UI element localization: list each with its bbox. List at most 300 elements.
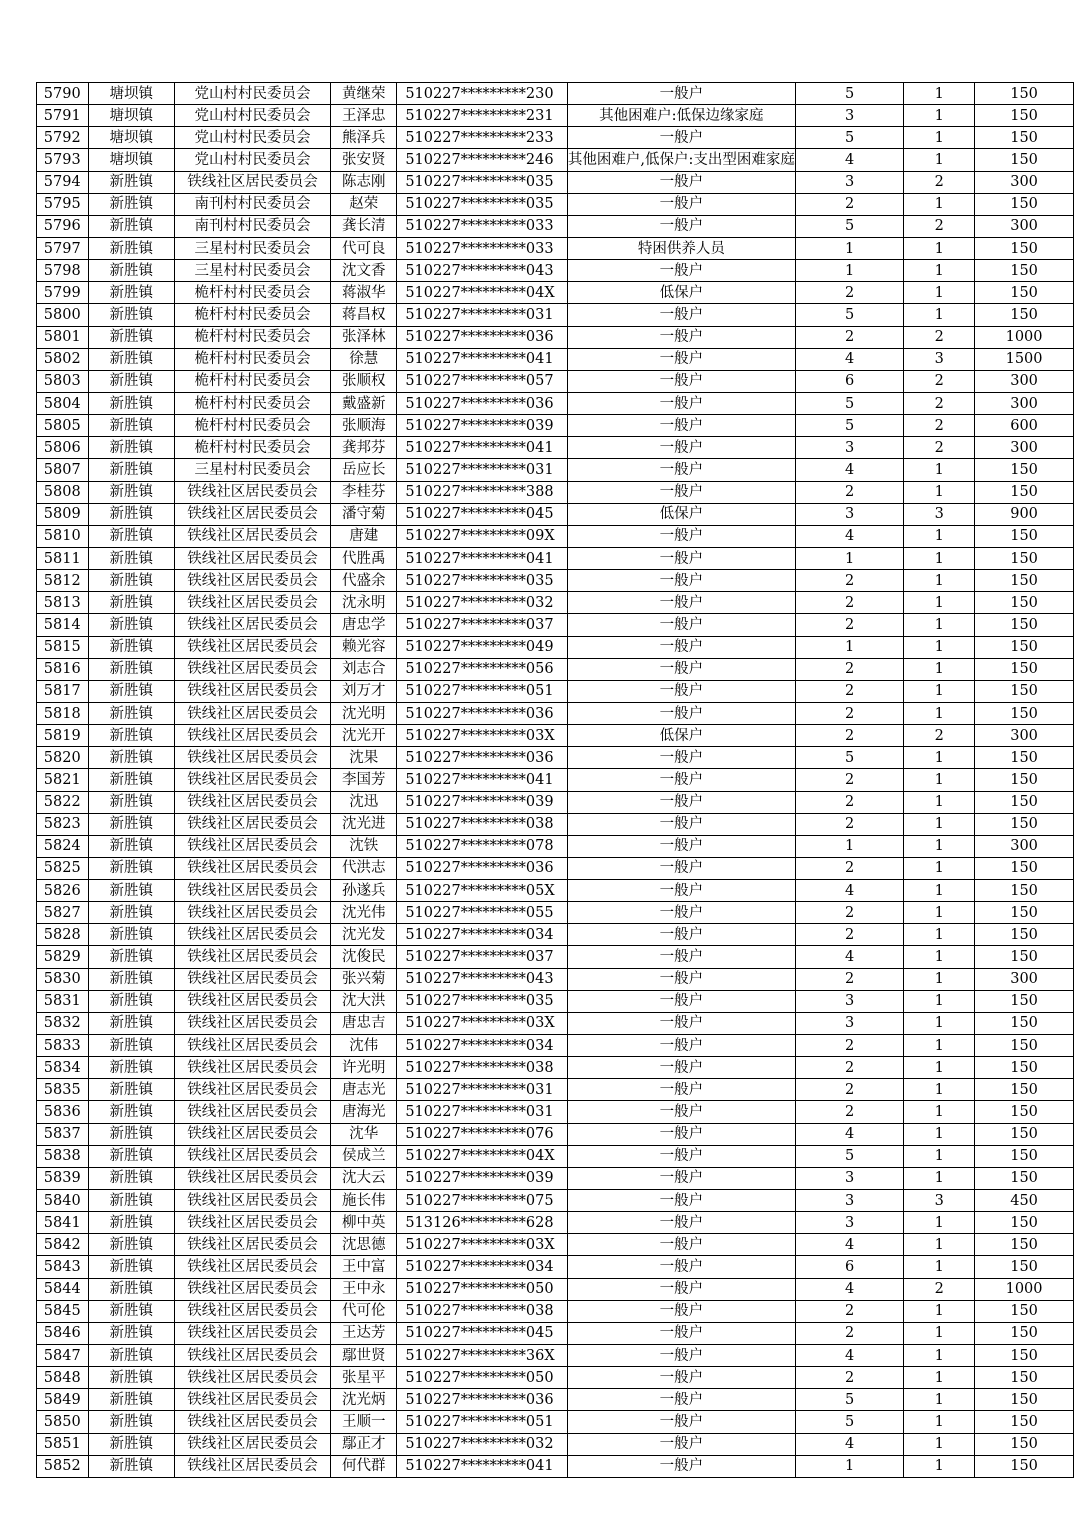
cell-id-number: 510227*********041: [397, 547, 568, 569]
cell-town: 新胜镇: [88, 702, 174, 724]
cell-amount: 150: [975, 570, 1074, 592]
cell-row-number: 5801: [37, 326, 89, 348]
cell-name: 侯成兰: [331, 1145, 397, 1167]
cell-row-number: 5811: [37, 547, 89, 569]
cell-committee: 铁线社区居民委员会: [174, 1035, 330, 1057]
cell-id-number: 510227*********041: [397, 348, 568, 370]
cell-name: 刘万才: [331, 680, 397, 702]
cell-committee: 铁线社区居民委员会: [174, 1389, 330, 1411]
cell-name: 沈俊民: [331, 946, 397, 968]
cell-family-size: 2: [795, 1322, 903, 1344]
cell-committee: 铁线社区居民委员会: [174, 1300, 330, 1322]
cell-name: 龚邦芬: [331, 437, 397, 459]
cell-id-number: 510227*********050: [397, 1278, 568, 1300]
cell-id-number: 510227*********031: [397, 1101, 568, 1123]
cell-household-type: 一般户: [567, 304, 795, 326]
cell-family-size: 3: [795, 1190, 903, 1212]
cell-household-type: 一般户: [567, 1190, 795, 1212]
cell-family-size: 1: [795, 237, 903, 259]
cell-id-number: 510227*********049: [397, 636, 568, 658]
cell-family-size: 2: [795, 702, 903, 724]
cell-amount: 1500: [975, 348, 1074, 370]
cell-committee: 三星村村民委员会: [174, 237, 330, 259]
cell-row-number: 5836: [37, 1101, 89, 1123]
cell-row-number: 5820: [37, 747, 89, 769]
cell-family-size: 5: [795, 1389, 903, 1411]
table-row: [37, 968, 1074, 990]
cell-committee: 铁线社区居民委员会: [174, 1345, 330, 1367]
cell-name: 李国芳: [331, 769, 397, 791]
cell-name: 王泽忠: [331, 105, 397, 127]
cell-id-number: 510227*********076: [397, 1123, 568, 1145]
cell-id-number: 510227*********033: [397, 215, 568, 237]
table-row: [37, 1389, 1074, 1411]
cell-family-size: 2: [795, 282, 903, 304]
table-row: [37, 592, 1074, 614]
table-row: [37, 614, 1074, 636]
cell-family-size: 5: [795, 83, 903, 105]
cell-row-number: 5804: [37, 392, 89, 414]
cell-id-number: 510227*********036: [397, 326, 568, 348]
cell-family-size: 3: [795, 171, 903, 193]
cell-family-size: 1: [795, 1455, 903, 1477]
cell-town: 新胜镇: [88, 1145, 174, 1167]
cell-household-type: 一般户: [567, 1433, 795, 1455]
cell-id-number: 510227*********04X: [397, 282, 568, 304]
table-row: [37, 459, 1074, 481]
cell-town: 新胜镇: [88, 791, 174, 813]
cell-count: 3: [904, 503, 975, 525]
cell-amount: 450: [975, 1190, 1074, 1212]
table-row: [37, 237, 1074, 259]
cell-amount: 150: [975, 1057, 1074, 1079]
cell-id-number: 510227*********388: [397, 481, 568, 503]
table-row: [37, 326, 1074, 348]
cell-name: 沈光明: [331, 702, 397, 724]
table-row: [37, 747, 1074, 769]
cell-amount: 150: [975, 1345, 1074, 1367]
cell-amount: 150: [975, 1322, 1074, 1344]
cell-household-type: 一般户: [567, 1212, 795, 1234]
cell-amount: 150: [975, 1212, 1074, 1234]
cell-town: 新胜镇: [88, 260, 174, 282]
cell-count: 1: [904, 680, 975, 702]
cell-committee: 铁线社区居民委员会: [174, 547, 330, 569]
cell-row-number: 5796: [37, 215, 89, 237]
cell-family-size: 1: [795, 835, 903, 857]
cell-amount: 300: [975, 725, 1074, 747]
cell-row-number: 5823: [37, 813, 89, 835]
table-row: [37, 636, 1074, 658]
cell-row-number: 5803: [37, 370, 89, 392]
table-row: [37, 1367, 1074, 1389]
cell-household-type: 一般户: [567, 791, 795, 813]
cell-family-size: 4: [795, 1234, 903, 1256]
cell-amount: 150: [975, 1455, 1074, 1477]
table-row: [37, 1256, 1074, 1278]
cell-row-number: 5842: [37, 1234, 89, 1256]
cell-row-number: 5841: [37, 1212, 89, 1234]
table-row: [37, 127, 1074, 149]
cell-family-size: 2: [795, 614, 903, 636]
table-row: [37, 1012, 1074, 1034]
cell-id-number: 510227*********036: [397, 702, 568, 724]
cell-count: 1: [904, 1234, 975, 1256]
cell-count: 1: [904, 1012, 975, 1034]
cell-count: 1: [904, 835, 975, 857]
cell-committee: 铁线社区居民委员会: [174, 1057, 330, 1079]
cell-count: 1: [904, 149, 975, 171]
cell-count: 1: [904, 592, 975, 614]
cell-amount: 150: [975, 1123, 1074, 1145]
table-row: [37, 1278, 1074, 1300]
cell-name: 王达芳: [331, 1322, 397, 1344]
cell-name: 赖光容: [331, 636, 397, 658]
cell-amount: 150: [975, 1145, 1074, 1167]
cell-committee: 铁线社区居民委员会: [174, 1012, 330, 1034]
cell-committee: 铁线社区居民委员会: [174, 880, 330, 902]
cell-row-number: 5831: [37, 990, 89, 1012]
cell-town: 新胜镇: [88, 990, 174, 1012]
cell-town: 新胜镇: [88, 946, 174, 968]
cell-committee: 铁线社区居民委员会: [174, 525, 330, 547]
cell-household-type: 一般户: [567, 1345, 795, 1367]
cell-household-type: 一般户: [567, 946, 795, 968]
cell-household-type: 一般户: [567, 990, 795, 1012]
cell-id-number: 510227*********039: [397, 415, 568, 437]
cell-id-number: 510227*********037: [397, 946, 568, 968]
cell-town: 新胜镇: [88, 614, 174, 636]
cell-amount: 150: [975, 1167, 1074, 1189]
cell-row-number: 5829: [37, 946, 89, 968]
cell-household-type: 一般户: [567, 481, 795, 503]
cell-id-number: 510227*********036: [397, 747, 568, 769]
cell-count: 1: [904, 990, 975, 1012]
cell-row-number: 5827: [37, 902, 89, 924]
cell-town: 新胜镇: [88, 459, 174, 481]
cell-household-type: 一般户: [567, 392, 795, 414]
cell-committee: 党山村村民委员会: [174, 83, 330, 105]
cell-name: 张顺海: [331, 415, 397, 437]
cell-name: 代可良: [331, 237, 397, 259]
cell-name: 沈永明: [331, 592, 397, 614]
cell-name: 龚长清: [331, 215, 397, 237]
cell-row-number: 5805: [37, 415, 89, 437]
cell-town: 新胜镇: [88, 348, 174, 370]
cell-row-number: 5809: [37, 503, 89, 525]
cell-amount: 1000: [975, 1278, 1074, 1300]
cell-row-number: 5850: [37, 1411, 89, 1433]
cell-amount: 150: [975, 924, 1074, 946]
cell-amount: 150: [975, 459, 1074, 481]
cell-family-size: 3: [795, 1167, 903, 1189]
cell-name: 张安贤: [331, 149, 397, 171]
cell-family-size: 3: [795, 503, 903, 525]
cell-town: 新胜镇: [88, 193, 174, 215]
cell-count: 2: [904, 392, 975, 414]
cell-count: 3: [904, 1190, 975, 1212]
cell-id-number: 510227*********051: [397, 1411, 568, 1433]
table-body: [37, 83, 1074, 1478]
cell-town: 新胜镇: [88, 392, 174, 414]
cell-committee: 铁线社区居民委员会: [174, 835, 330, 857]
cell-town: 新胜镇: [88, 547, 174, 569]
cell-name: 张泽林: [331, 326, 397, 348]
cell-town: 新胜镇: [88, 725, 174, 747]
cell-family-size: 4: [795, 459, 903, 481]
cell-amount: 150: [975, 636, 1074, 658]
cell-family-size: 5: [795, 1145, 903, 1167]
cell-committee: 铁线社区居民委员会: [174, 791, 330, 813]
cell-family-size: 6: [795, 1256, 903, 1278]
cell-household-type: 一般户: [567, 370, 795, 392]
table-row: [37, 370, 1074, 392]
cell-id-number: 510227*********09X: [397, 525, 568, 547]
cell-name: 柳中英: [331, 1212, 397, 1234]
cell-family-size: 2: [795, 1057, 903, 1079]
cell-amount: 150: [975, 1079, 1074, 1101]
cell-count: 1: [904, 260, 975, 282]
cell-family-size: 6: [795, 370, 903, 392]
cell-amount: 150: [975, 702, 1074, 724]
cell-town: 新胜镇: [88, 1389, 174, 1411]
cell-family-size: 2: [795, 769, 903, 791]
cell-row-number: 5815: [37, 636, 89, 658]
cell-name: 沈文香: [331, 260, 397, 282]
cell-committee: 铁线社区居民委员会: [174, 924, 330, 946]
cell-id-number: 510227*********033: [397, 237, 568, 259]
cell-id-number: 510227*********230: [397, 83, 568, 105]
cell-count: 1: [904, 459, 975, 481]
cell-family-size: 3: [795, 1012, 903, 1034]
cell-committee: 桅杆村村民委员会: [174, 348, 330, 370]
cell-amount: 150: [975, 747, 1074, 769]
cell-town: 新胜镇: [88, 525, 174, 547]
cell-count: 1: [904, 237, 975, 259]
cell-town: 塘坝镇: [88, 83, 174, 105]
cell-id-number: 510227*********032: [397, 1433, 568, 1455]
cell-household-type: 一般户: [567, 658, 795, 680]
cell-row-number: 5807: [37, 459, 89, 481]
cell-town: 新胜镇: [88, 481, 174, 503]
cell-committee: 铁线社区居民委员会: [174, 1123, 330, 1145]
cell-id-number: 510227*********039: [397, 791, 568, 813]
cell-id-number: 510227*********03X: [397, 1234, 568, 1256]
cell-committee: 铁线社区居民委员会: [174, 680, 330, 702]
cell-amount: 150: [975, 83, 1074, 105]
cell-count: 2: [904, 326, 975, 348]
cell-amount: 150: [975, 193, 1074, 215]
cell-committee: 南刊村村民委员会: [174, 193, 330, 215]
cell-household-type: 一般户: [567, 813, 795, 835]
cell-committee: 铁线社区居民委员会: [174, 570, 330, 592]
cell-committee: 铁线社区居民委员会: [174, 481, 330, 503]
cell-family-size: 5: [795, 1411, 903, 1433]
cell-row-number: 5845: [37, 1300, 89, 1322]
cell-household-type: 一般户: [567, 215, 795, 237]
cell-town: 新胜镇: [88, 237, 174, 259]
table-row: [37, 348, 1074, 370]
cell-family-size: 2: [795, 1035, 903, 1057]
cell-id-number: 510227*********038: [397, 1300, 568, 1322]
table-row: [37, 282, 1074, 304]
cell-household-type: 一般户: [567, 769, 795, 791]
table-row: [37, 304, 1074, 326]
cell-id-number: 510227*********050: [397, 1367, 568, 1389]
cell-town: 新胜镇: [88, 1079, 174, 1101]
cell-committee: 三星村村民委员会: [174, 459, 330, 481]
cell-household-type: 一般户: [567, 968, 795, 990]
cell-household-type: 低保户: [567, 725, 795, 747]
cell-name: 黄继荣: [331, 83, 397, 105]
cell-household-type: 一般户: [567, 415, 795, 437]
cell-count: 1: [904, 304, 975, 326]
cell-town: 新胜镇: [88, 857, 174, 879]
cell-committee: 铁线社区居民委员会: [174, 1455, 330, 1477]
cell-id-number: 510227*********035: [397, 570, 568, 592]
cell-amount: 150: [975, 857, 1074, 879]
table-row: [37, 1167, 1074, 1189]
cell-name: 施长伟: [331, 1190, 397, 1212]
cell-row-number: 5816: [37, 658, 89, 680]
cell-amount: 150: [975, 282, 1074, 304]
table-row: [37, 1234, 1074, 1256]
cell-family-size: 2: [795, 481, 903, 503]
cell-name: 沈迅: [331, 791, 397, 813]
cell-id-number: 510227*********078: [397, 835, 568, 857]
cell-row-number: 5840: [37, 1190, 89, 1212]
cell-town: 新胜镇: [88, 636, 174, 658]
cell-id-number: 510227*********035: [397, 171, 568, 193]
cell-row-number: 5819: [37, 725, 89, 747]
cell-town: 新胜镇: [88, 747, 174, 769]
cell-name: 孙遂兵: [331, 880, 397, 902]
cell-id-number: 510227*********031: [397, 459, 568, 481]
cell-count: 1: [904, 547, 975, 569]
cell-town: 新胜镇: [88, 1367, 174, 1389]
cell-count: 1: [904, 880, 975, 902]
cell-household-type: 一般户: [567, 1411, 795, 1433]
cell-name: 唐忠吉: [331, 1012, 397, 1034]
cell-family-size: 4: [795, 946, 903, 968]
cell-household-type: 一般户: [567, 880, 795, 902]
cell-household-type: 一般户: [567, 835, 795, 857]
cell-family-size: 1: [795, 636, 903, 658]
cell-name: 王中富: [331, 1256, 397, 1278]
cell-id-number: 510227*********231: [397, 105, 568, 127]
cell-amount: 300: [975, 392, 1074, 414]
cell-committee: 铁线社区居民委员会: [174, 747, 330, 769]
cell-family-size: 4: [795, 1123, 903, 1145]
cell-town: 塘坝镇: [88, 127, 174, 149]
cell-count: 1: [904, 1145, 975, 1167]
cell-amount: 150: [975, 304, 1074, 326]
cell-count: 1: [904, 769, 975, 791]
cell-row-number: 5812: [37, 570, 89, 592]
cell-count: 2: [904, 415, 975, 437]
table-row: [37, 525, 1074, 547]
records-table: [36, 82, 1074, 1478]
cell-family-size: 3: [795, 990, 903, 1012]
cell-household-type: 一般户: [567, 924, 795, 946]
cell-committee: 铁线社区居民委员会: [174, 1145, 330, 1167]
cell-family-size: 4: [795, 149, 903, 171]
cell-id-number: 510227*********036: [397, 857, 568, 879]
cell-id-number: 510227*********057: [397, 370, 568, 392]
cell-family-size: 2: [795, 680, 903, 702]
cell-amount: 150: [975, 1012, 1074, 1034]
table-row: [37, 1101, 1074, 1123]
cell-committee: 铁线社区居民委员会: [174, 990, 330, 1012]
cell-town: 塘坝镇: [88, 149, 174, 171]
cell-committee: 铁线社区居民委员会: [174, 946, 330, 968]
cell-row-number: 5790: [37, 83, 89, 105]
cell-town: 新胜镇: [88, 1300, 174, 1322]
cell-amount: 150: [975, 1101, 1074, 1123]
cell-id-number: 513126*********628: [397, 1212, 568, 1234]
cell-id-number: 510227*********034: [397, 1256, 568, 1278]
cell-amount: 150: [975, 105, 1074, 127]
cell-count: 2: [904, 725, 975, 747]
cell-amount: 150: [975, 1256, 1074, 1278]
cell-name: 沈伟: [331, 1035, 397, 1057]
cell-town: 新胜镇: [88, 1455, 174, 1477]
cell-town: 新胜镇: [88, 1278, 174, 1300]
cell-count: 1: [904, 857, 975, 879]
cell-name: 李桂芬: [331, 481, 397, 503]
cell-town: 新胜镇: [88, 1101, 174, 1123]
cell-row-number: 5835: [37, 1079, 89, 1101]
cell-amount: 150: [975, 658, 1074, 680]
table-row: [37, 1300, 1074, 1322]
cell-household-type: 一般户: [567, 83, 795, 105]
cell-count: 1: [904, 1212, 975, 1234]
cell-committee: 党山村村民委员会: [174, 149, 330, 171]
cell-family-size: 4: [795, 348, 903, 370]
cell-household-type: 一般户: [567, 1101, 795, 1123]
cell-committee: 铁线社区居民委员会: [174, 1322, 330, 1344]
cell-count: 1: [904, 481, 975, 503]
cell-id-number: 510227*********032: [397, 592, 568, 614]
cell-household-type: 一般户: [567, 1256, 795, 1278]
cell-count: 1: [904, 83, 975, 105]
cell-id-number: 510227*********04X: [397, 1145, 568, 1167]
cell-row-number: 5791: [37, 105, 89, 127]
cell-row-number: 5833: [37, 1035, 89, 1057]
table-row: [37, 1411, 1074, 1433]
cell-count: 1: [904, 525, 975, 547]
cell-count: 1: [904, 1079, 975, 1101]
table-row: [37, 392, 1074, 414]
cell-town: 新胜镇: [88, 880, 174, 902]
cell-amount: 150: [975, 260, 1074, 282]
cell-count: 1: [904, 282, 975, 304]
cell-name: 唐海光: [331, 1101, 397, 1123]
cell-amount: 150: [975, 990, 1074, 1012]
table-row: [37, 149, 1074, 171]
cell-household-type: 一般户: [567, 1278, 795, 1300]
cell-family-size: 5: [795, 304, 903, 326]
cell-count: 1: [904, 105, 975, 127]
cell-town: 新胜镇: [88, 503, 174, 525]
cell-town: 新胜镇: [88, 1322, 174, 1344]
cell-amount: 150: [975, 1367, 1074, 1389]
cell-household-type: 其他困难户,低保户:支出型困难家庭: [567, 149, 795, 171]
cell-household-type: 一般户: [567, 1012, 795, 1034]
table-row: [37, 481, 1074, 503]
cell-amount: 150: [975, 1411, 1074, 1433]
cell-id-number: 510227*********246: [397, 149, 568, 171]
